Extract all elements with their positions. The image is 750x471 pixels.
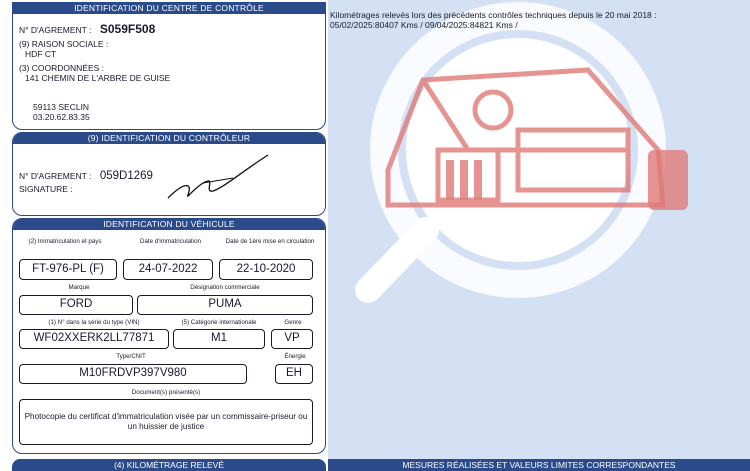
centre-address-line2: 59113 SECLIN xyxy=(33,102,90,112)
date-circulation-value: 22-10-2020 xyxy=(219,259,313,280)
type-value: M10FRDVP397V980 xyxy=(19,364,247,384)
docs-label: Document(s) présenté(s) xyxy=(131,389,201,396)
genre-value: VP xyxy=(271,329,313,349)
categorie-label: (5) Catégorie internationale xyxy=(181,319,257,326)
designation-value: PUMA xyxy=(137,295,313,315)
energie-label: Énergie xyxy=(284,353,306,360)
docs-value: Photocopie du certificat d'immatriculation visée par un commissaire-priseur ou un huissier de justice xyxy=(19,399,313,445)
centre-address-line1: 141 CHEMIN DE L'ARBRE DE GUISE xyxy=(25,73,171,83)
vehicule-panel-title: IDENTIFICATION DU VÉHICULE xyxy=(13,219,325,230)
controleur-agrement xyxy=(19,166,153,184)
immat-value: FT-976-PL (F) xyxy=(19,259,117,280)
controleur-agrement-label: N° D'AGREMENT : xyxy=(19,171,92,181)
marque-value: FORD xyxy=(19,295,133,315)
date-immat-label: Date d'immatriculation xyxy=(139,238,202,245)
categorie-value: M1 xyxy=(173,329,265,349)
signature-icon xyxy=(163,153,273,203)
centre-panel xyxy=(12,2,326,130)
designation-label: Désignation commerciale xyxy=(190,284,260,291)
marque-label: Marque xyxy=(68,284,90,291)
centre-phone: 03.20.62.83.35 xyxy=(33,112,90,122)
kilometrage-section-title: (4) KILOMÉTRAGE RELEVÉ xyxy=(12,459,326,471)
centre-raison-label: (9) RAISON SOCIALE : xyxy=(19,39,109,49)
centre-panel-title: IDENTIFICATION DU CENTRE DE CONTRÔLE xyxy=(13,3,325,14)
kilometrage-history xyxy=(330,10,748,30)
vehicule-panel xyxy=(12,218,326,454)
date-immat-value: 24-07-2022 xyxy=(123,259,213,280)
mesures-section-title: MESURES RÉALISÉES ET VALEURS LIMITES CORRESPONDANTES xyxy=(328,459,750,471)
centre-raison-value: HDF CT xyxy=(25,49,57,59)
type-label: Type/CNIT xyxy=(116,353,146,360)
centre-coord-label: (3) COORDONNÉES : xyxy=(19,63,105,73)
watermark-seal xyxy=(328,0,750,460)
centre-coordonnees xyxy=(19,63,170,83)
genre-label: Genre xyxy=(284,319,302,326)
centre-agrement xyxy=(19,20,155,38)
date-circulation-label: Date de 1ère mise en circulation xyxy=(225,238,315,245)
centre-raison xyxy=(19,39,108,59)
controleur-panel xyxy=(12,132,326,216)
centre-agrement-value: S059F508 xyxy=(99,22,156,36)
controleur-panel-title: (9) IDENTIFICATION DU CONTRÔLEUR xyxy=(13,133,325,144)
kilometrage-history-values: 05/02/2025:80407 Kms / 09/04/2025:84821 Kms / xyxy=(330,20,518,30)
centre-agrement-label: N° D'AGREMENT : xyxy=(19,25,92,35)
energie-value: EH xyxy=(275,364,313,384)
controleur-signature-label: SIGNATURE : xyxy=(19,184,73,194)
centre-city-block xyxy=(33,102,90,122)
vin-label: (1) N° dans la série du type (VIN) xyxy=(48,319,140,326)
controleur-agrement-value: 059D1269 xyxy=(99,170,153,182)
immat-label: (2) Immatriculation et pays xyxy=(28,238,102,245)
kilometrage-history-intro: Kilométrages relevés lors des précédents contrôles techniques depuis le 20 mai 2018 : xyxy=(330,10,657,20)
vin-value: WF02XXERK2LL77871 xyxy=(19,329,169,349)
